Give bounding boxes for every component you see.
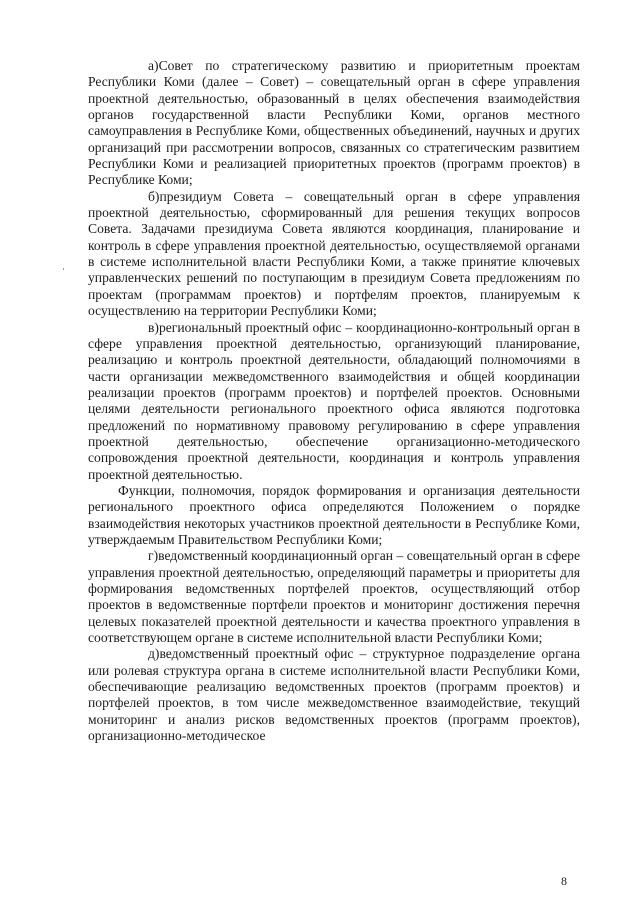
paragraph-text: ведомственный координационный орган – совещательный орган в сфере управления проектной деятельностью, определяющий параметры и приоритеты для формирования ведомственных портфелей проектов, осуществляющий отбор проектов в ведомственные портфели проектов и мониторинг достижения перечня целевых показателей проектной деятельности и качества проектного управления в соответствующем органе в системе исполнительной власти Республики Коми; — [88, 548, 580, 646]
paragraph-functions — [88, 483, 580, 548]
paragraph-text: Функции, полномочия, порядок формирования и организация деятельности регионального проектного офиса определяются Положением о порядке взаимодействия некоторых участников проектной деятельности в Республике Коми, утверждаемым Правительством Республики Коми; — [88, 482, 580, 547]
paragraph-text: региональный проектный офис – координационно-контрольный орган в сфере управления проектной деятельностью, организующий планирование, реализацию и контроль проектной деятельности, обладающий полномочиями в части организации межведомственного взаимодействия и общей координации реализации проектов (программ проектов) и портфелей проектов. Основными целями деятельности регионального проектного офиса являются подготовка предложений по нормативному правовому регулированию в сфере управления проектной деятельностью, обеспечение организационно-методического сопровождения проектной деятельности, координация и контроль управления проектной деятельностью. — [88, 319, 580, 482]
page-number: 8 — [561, 874, 567, 888]
document-body — [88, 58, 580, 744]
paragraph-marker: б) — [148, 188, 160, 204]
paragraph-marker: д) — [148, 646, 160, 662]
scan-speck — [63, 268, 64, 270]
paragraph-a — [88, 58, 580, 189]
paragraph-g — [88, 548, 580, 646]
paragraph-marker: а) — [148, 58, 159, 73]
paragraph-text: Совет по стратегическому развитию и приоритетным проектам Республики Коми (далее – Совет) – совещательный орган в сфере управления проектной деятельностью, образованный в целях обеспечения взаимодействия органов государственной власти Республики Коми, органов местного самоуправления в Республике Коми, общественных объединений, научных и других организаций при рассмотрении вопросов, связанных со стратегическим развитием Республики Коми и реализацией приоритетных проектов (программ проектов) в Республике Коми; — [88, 58, 580, 188]
paragraph-v — [88, 320, 580, 483]
paragraph-marker: в) — [148, 319, 159, 335]
paragraph-marker: г) — [148, 548, 159, 564]
paragraph-text: ведомственный проектный офис – структурное подразделение органа или ролевая структура органа в системе исполнительной власти Республики Коми, обеспечивающие реализацию ведомственных проектов (программ проектов) и портфелей проектов, в том числе межведомственное взаимодействие, текущий мониторинг и анализ рисков ведомственных проектов (программ проектов), организационно-методическое — [88, 646, 580, 744]
paragraph-text: президиум Совета – совещательный орган в сфере управления проектной деятельностью, сформированный для решения текущих вопросов Совета. Задачами президиума Совета являются координация, планирование и контроль в сфере управления проектной деятельностью, осуществляемой органами в системе исполнительной власти Республики Коми, а также принятие ключевых управленческих решений по поступающим в президиум Совета предложениям по проектам (программам проектов) и портфелям проектов, планируемым к осуществлению на территории Республики Коми; — [88, 188, 580, 319]
paragraph-b — [88, 189, 580, 320]
paragraph-d — [88, 646, 580, 744]
